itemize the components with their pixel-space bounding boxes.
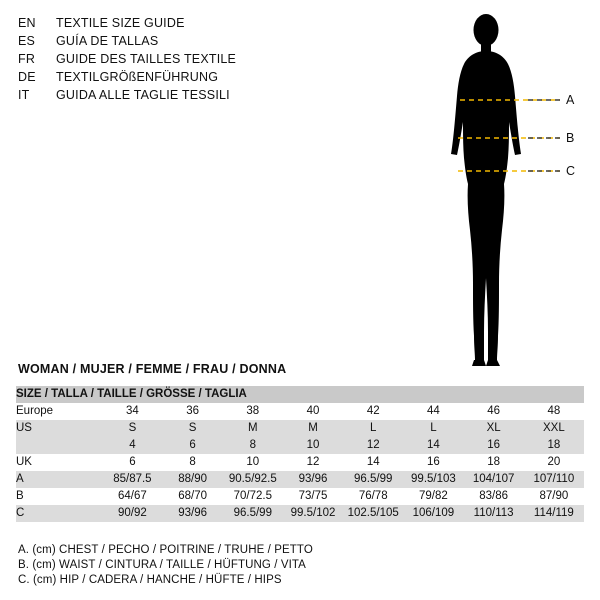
table-row — [16, 505, 584, 522]
legend-row-waist: B. (cm) WAIST / CINTURA / TAILLE / HÜFTUNG / VITA — [18, 559, 306, 571]
cell: 20 — [524, 454, 584, 471]
cell: 96.5/99 — [343, 471, 403, 488]
table-row — [16, 471, 584, 488]
cell: L — [403, 420, 463, 437]
cell: 99.5/102 — [283, 505, 343, 522]
cell: 16 — [464, 437, 524, 454]
cell: 83/86 — [464, 488, 524, 505]
cell: 6 — [163, 437, 223, 454]
cell: 36 — [163, 403, 223, 420]
cell: 93/96 — [283, 471, 343, 488]
cell: 4 — [102, 437, 162, 454]
language-code: ES — [18, 34, 36, 48]
cell: 85/87.5 — [102, 471, 162, 488]
cell: L — [343, 420, 403, 437]
cell: XL — [464, 420, 524, 437]
cell: 14 — [403, 437, 463, 454]
language-row-it — [18, 86, 358, 104]
cell: 70/72.5 — [223, 488, 283, 505]
cell: 90.5/92.5 — [223, 471, 283, 488]
row-label: US — [16, 420, 102, 437]
cell: 68/70 — [163, 488, 223, 505]
language-code: DE — [18, 70, 36, 84]
cell: M — [223, 420, 283, 437]
language-title: GUÍA DE TALLAS — [56, 34, 159, 48]
cell: 64/67 — [102, 488, 162, 505]
cell: S — [102, 420, 162, 437]
cell: 48 — [524, 403, 584, 420]
table-header-label: SIZE / TALLA / TAILLE / GRÖSSE / TAGLIA — [16, 386, 584, 403]
cell: 90/92 — [102, 505, 162, 522]
cell: 104/107 — [464, 471, 524, 488]
cell: 10 — [283, 437, 343, 454]
size-table-wrapper — [16, 386, 584, 522]
measurement-legend — [18, 543, 578, 588]
cell: 8 — [163, 454, 223, 471]
cell: 46 — [464, 403, 524, 420]
language-code: FR — [18, 52, 36, 66]
cell: 110/113 — [464, 505, 524, 522]
cell: 8 — [223, 437, 283, 454]
table-row — [16, 420, 584, 437]
figure-illustration — [400, 8, 596, 376]
legend-row-chest: A. (cm) CHEST / PECHO / POITRINE / TRUHE / PETTO — [18, 544, 313, 556]
cell: 44 — [403, 403, 463, 420]
row-label: B — [16, 488, 102, 505]
cell: 10 — [223, 454, 283, 471]
section-header: WOMAN / MUJER / FEMME / FRAU / DONNA — [18, 362, 287, 376]
cell: M — [283, 420, 343, 437]
table-row — [16, 454, 584, 471]
language-row-es — [18, 32, 358, 50]
chest-marker-label: A — [566, 93, 575, 107]
row-label: Europe — [16, 403, 102, 420]
cell: 34 — [102, 403, 162, 420]
cell: 14 — [343, 454, 403, 471]
cell: 38 — [223, 403, 283, 420]
cell: 88/90 — [163, 471, 223, 488]
language-row-de — [18, 68, 358, 86]
cell: 114/119 — [524, 505, 584, 522]
table-row — [16, 437, 584, 454]
size-table — [16, 386, 584, 522]
language-row-en — [18, 14, 358, 32]
table-row — [16, 488, 584, 505]
cell: 93/96 — [163, 505, 223, 522]
cell: 76/78 — [343, 488, 403, 505]
cell: 18 — [524, 437, 584, 454]
row-label — [16, 437, 102, 454]
cell: 79/82 — [403, 488, 463, 505]
cell: 6 — [102, 454, 162, 471]
row-label: C — [16, 505, 102, 522]
female-silhouette-icon — [400, 8, 596, 376]
cell: 102.5/105 — [343, 505, 403, 522]
cell: 99.5/103 — [403, 471, 463, 488]
row-label: UK — [16, 454, 102, 471]
row-label: A — [16, 471, 102, 488]
cell: 18 — [464, 454, 524, 471]
legend-row-hip: C. (cm) HIP / CADERA / HANCHE / HÜFTE / HIPS — [18, 574, 282, 586]
language-row-fr — [18, 50, 358, 68]
cell: 107/110 — [524, 471, 584, 488]
language-title: TEXTILE SIZE GUIDE — [56, 16, 185, 30]
waist-marker-label: B — [566, 131, 575, 145]
language-title: GUIDE DES TAILLES TEXTILE — [56, 52, 237, 66]
cell: 87/90 — [524, 488, 584, 505]
cell: 40 — [283, 403, 343, 420]
cell: 96.5/99 — [223, 505, 283, 522]
table-header-row — [16, 386, 584, 403]
cell: 42 — [343, 403, 403, 420]
hip-marker-label: C — [566, 164, 576, 178]
language-code: IT — [18, 88, 30, 102]
cell: 106/109 — [403, 505, 463, 522]
cell: 12 — [343, 437, 403, 454]
cell: S — [163, 420, 223, 437]
language-code: EN — [18, 16, 36, 30]
cell: 16 — [403, 454, 463, 471]
cell: 12 — [283, 454, 343, 471]
cell: XXL — [524, 420, 584, 437]
language-title: GUIDA ALLE TAGLIE TESSILI — [56, 88, 230, 102]
table-row — [16, 403, 584, 420]
language-list — [18, 14, 358, 104]
language-title: TEXTILGRÖßENFÜHRUNG — [56, 70, 219, 84]
cell: 73/75 — [283, 488, 343, 505]
